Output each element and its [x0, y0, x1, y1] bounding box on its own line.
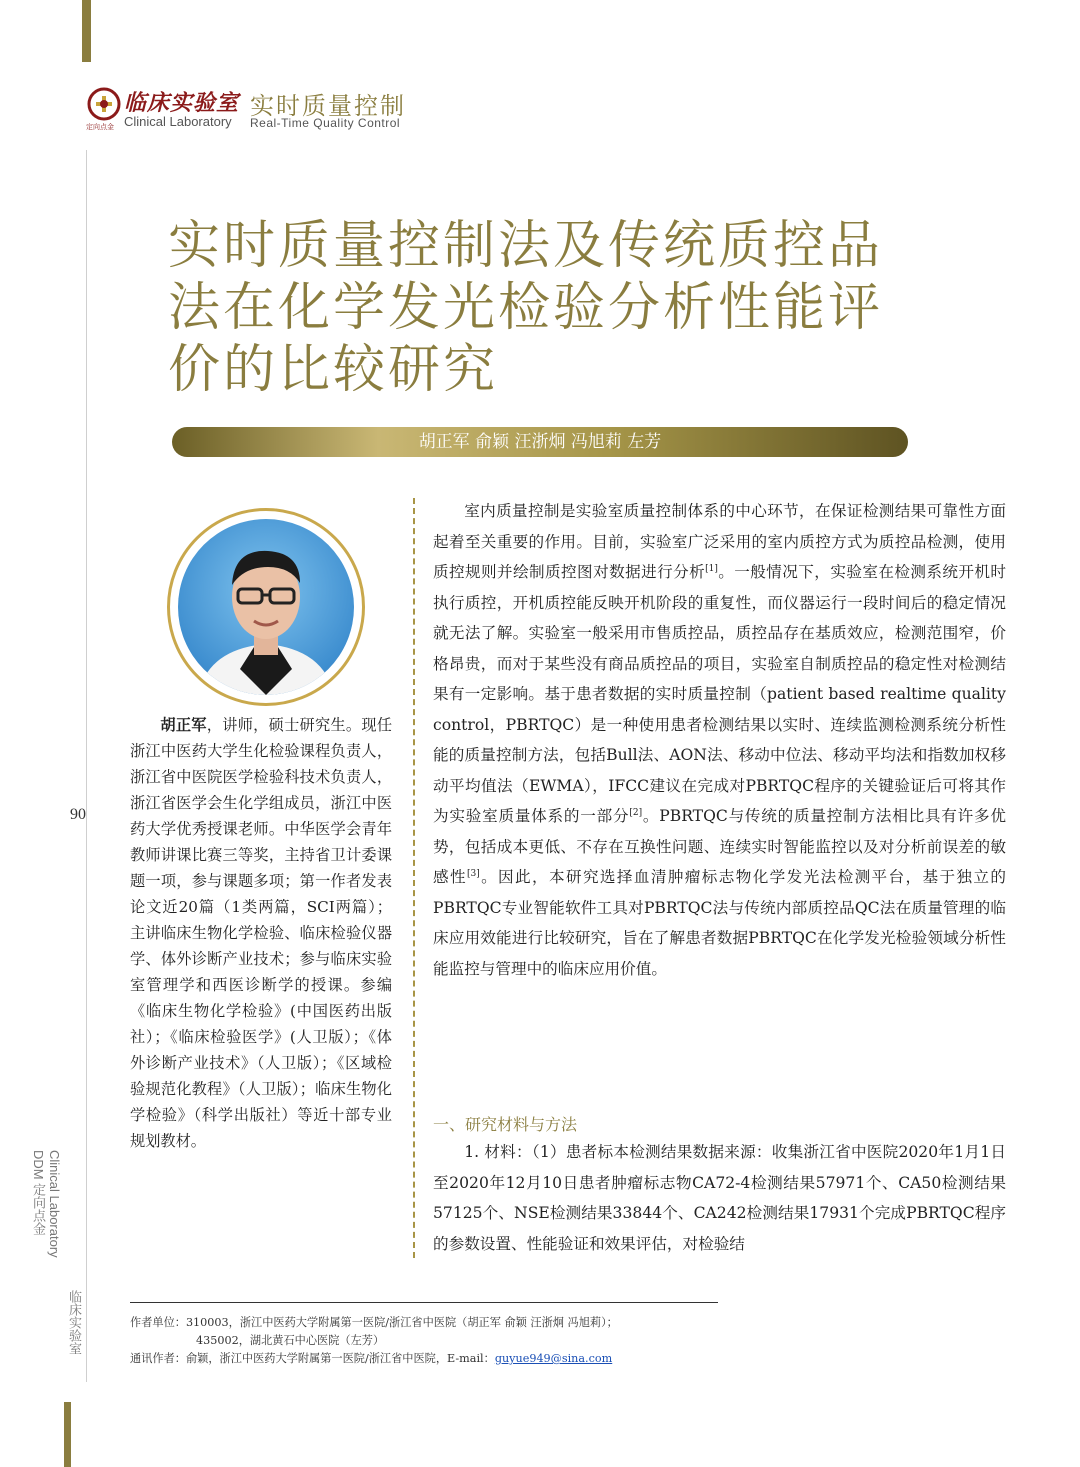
ref-3: [3]: [466, 868, 480, 879]
portrait-illustration: [178, 519, 354, 695]
logo-en-text: Clinical Laboratory: [124, 114, 232, 129]
bio-text: ，讲师，硕士研究生。现任浙江中医药大学生化检验课程负责人，浙江省中医院医学检验科技术负责人，浙江省医学会生化学组成员，浙江中医药大学优秀授课老师。中华医学会青年教师讲课比赛三等奖，主持省卫计委课题一项，参与课题多项；第一作者发表论文近20篇（1类两篇，SCI两篇）；主讲临床生物化学检验、临床检验仪器学、体外诊断产业技术；参与临床实验室管理学和西医诊断学的授课。参编《临床生物化学检验》(中国医药出版社）；《临床检验医学》(人卫版）；《体外诊断产业技术》（人卫版）；《区域检验规范化教程》（人卫版）；临床生物化学检验》（科学出版社）等近十部专业规划教材。: [130, 716, 393, 1150]
author-portrait: [178, 519, 354, 695]
footnote-affiliation-1: 作者单位：310003，浙江中医药大学附属第一医院/浙江省中医院（胡正军 俞颖 汪浙炯 冯旭莉）；: [130, 1316, 618, 1329]
footnote-affiliation-2: 435002，湖北黄石中心医院（左芳）: [196, 1334, 385, 1347]
section-paragraph: 1. 材料：（1）患者标本检测结果数据来源：收集浙江省中医院2020年1月1日至2020年12月10日患者肿瘤标志物CA72-4检测结果57971个、CA50检测结果57125个、NSE检测结果33844个、CA242检测结果17931个完成PBRTQC程序的参数设置、性能验证和效果评估，对检验结: [433, 1143, 1006, 1253]
section-heading: 一、研究材料与方法: [433, 1115, 578, 1134]
author-banner: [172, 427, 908, 457]
section-title-cn: 实时质量控制: [250, 92, 406, 120]
section-text: [433, 1137, 1006, 1259]
top-accent-bar: [82, 0, 91, 62]
footnote: [130, 1314, 850, 1368]
email-link[interactable]: guyue949@sina.com: [494, 1352, 613, 1365]
side-journal-name: Clinical Laboratory DDM 定向点金: [31, 1150, 62, 1258]
lab-logo-icon: [86, 86, 122, 122]
margin-rule: [86, 150, 87, 1382]
article-title: 实时质量控制法及传统质控品法在化学发光检验分析性能评价的比较研究: [168, 216, 884, 400]
logo-cn-text: 临床实验室: [124, 91, 240, 116]
ref-1: [1]: [705, 563, 718, 574]
ref-2: [2]: [629, 807, 643, 818]
footnote-rule: [130, 1302, 718, 1303]
author-bio: [130, 712, 392, 1154]
intro-paragraph: 室内质量控制是实验室质量控制体系的中心环节，在保证检测结果可靠性方面起着至关重要的作用。目前，实验室广泛采用的室内质控方式为质控品检测，使用质控规则并绘制质控图对数据进行分析[1]。一般情况下，实验室在检测系统开机时执行质控，开机质控能反映开机阶段的重复性，而仪器运行一段时间后的稳定情况就无法了解。实验室一般采用市售质控品，质控品存在基质效应，检测范围窄，价格昂贵，而对于某些没有商品质控品的项目，实验室自制质控品的稳定性对检测结果有一定影响。基于患者数据的实时质量控制（patient based realtime quality control，PBRTQC）是一种使用患者检测结果以实时、连续监测检测系统分析性能的质量控制方法，包括Bull法、AON法、移动中位法、移动平均法和指数加权移动平均值法（EWMA），IFCC建议在完成对PBRTQC程序的关键验证后可将其作为实验室质量体系的一部分[2]。PBRTQC与传统的质量控制方法相比具有许多优势，包括成本更低、不存在互换性问题、连续实时智能监控以及对分析前误差的敏感性[3]。因此，本研究选择血清肿瘤标志物化学发光法检测平台，基于独立的PBRTQC专业智能软件工具对PBRTQC法与传统内部质控品QC法在质量管理的临床应用效能进行比较研究，旨在了解患者数据PBRTQC在化学发光检验领域分析性能监控与管理中的临床应用价值。: [433, 502, 1006, 978]
page-number: 90: [70, 806, 86, 823]
side-journal-cn: 临床实验室: [66, 1290, 81, 1355]
section-title-en: Real-Time Quality Control: [250, 116, 401, 130]
bottom-accent-bar: [64, 1402, 71, 1467]
intro-text: [433, 496, 1006, 984]
footnote-correspondence: 通讯作者：俞颖，浙江中医药大学附属第一医院/浙江省中医院，E-mail：guyue949@sina.com: [130, 1352, 613, 1365]
author-list: 胡正军 俞颖 汪浙炯 冯旭莉 左芳: [418, 432, 662, 452]
logo-sub-text: 定向点金: [86, 123, 114, 131]
column-divider: [413, 498, 415, 1258]
bio-name: 胡正军: [160, 716, 207, 734]
